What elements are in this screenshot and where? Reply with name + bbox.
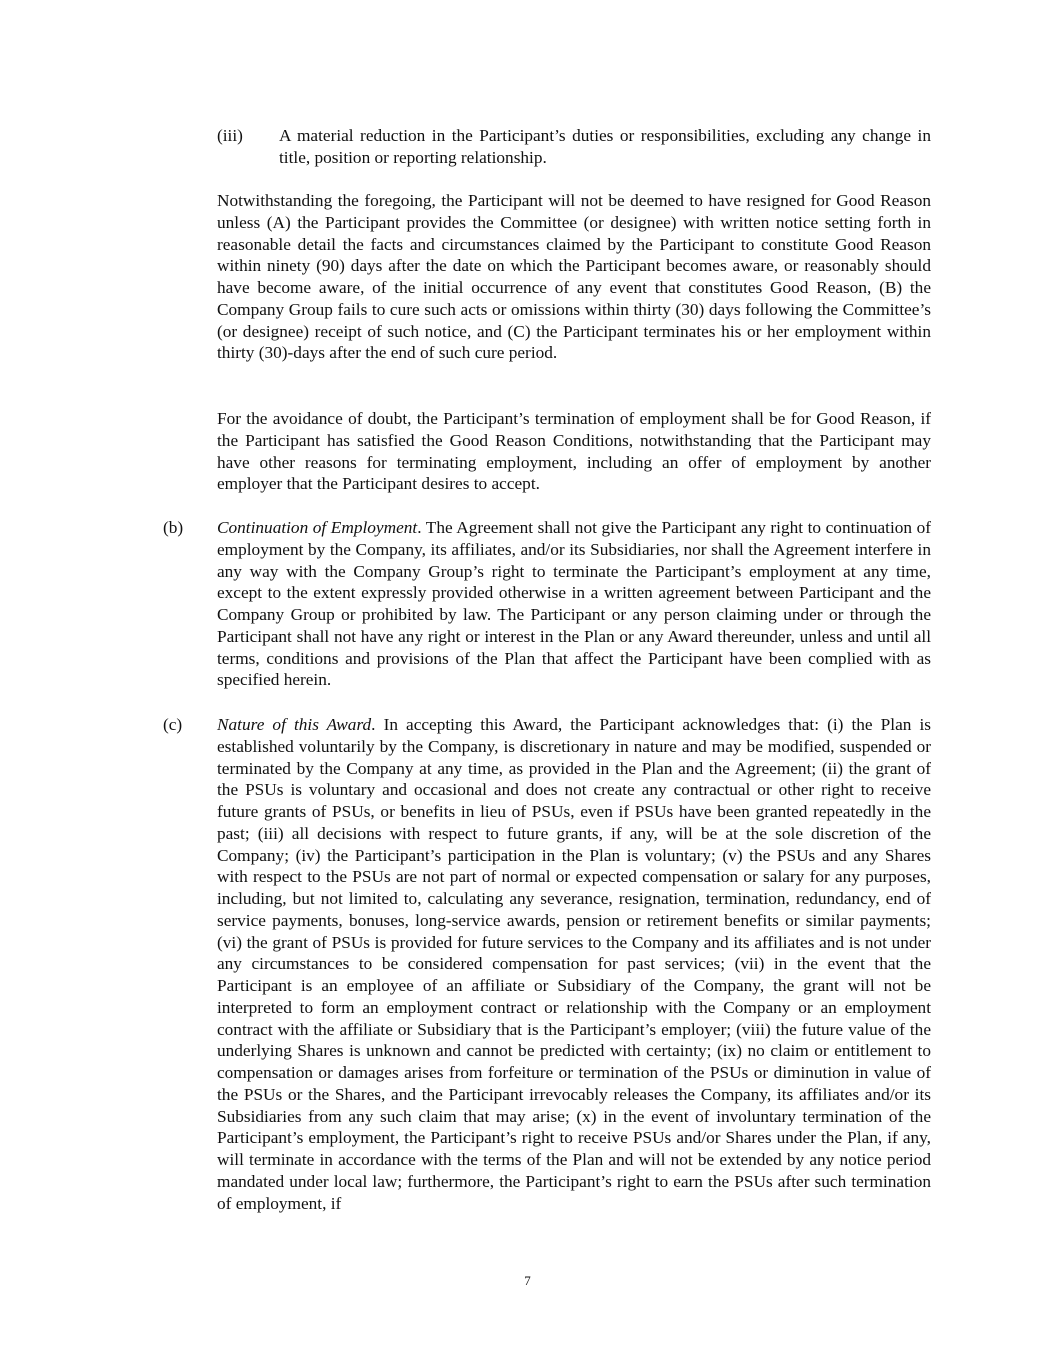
section-heading: Nature of this Award: [217, 715, 372, 734]
page-number: 7: [524, 1273, 531, 1288]
paragraph-notwithstanding: Notwithstanding the foregoing, the Participant will not be deemed to have resigned for Good Reason unless (A) the Participant provides the Committee (or designee) with written notice setting forth in reasonable detail the facts and circumstances claimed by the Participant to constitute Good Reason within ninety (90) days after the date on which the Participant becomes aware, or reasonably should have become aware, of the initial occurrence of any event that constitutes Good Reason, (B) the Company Group fails to cure such acts or omissions within thirty (30) days following the Committee’s (or designee) receipt of such notice, and (C) the Participant terminates his or her employment within thirty (30)-days after the end of such cure period.: [217, 191, 931, 363]
section-heading: Continuation of Employment: [217, 518, 418, 537]
section-text: . The Agreement shall not give the Participant any right to continuation of employment by the Company, its affiliates, and/or its Subsidiaries, nor shall the Agreement interfere in any way with the Company Group’s right to terminate the Participant’s employment at any time, except to the extent expressly provided otherwise in a written agreement between Participant and the Company Group or prohibited by law. The Participant or any person claiming under or through the Participant shall not have any right or interest in the Plan or any Award thereunder, unless and until all terms, conditions and provisions of the Plan that affect the Participant have been complied with as specified herein.: [217, 518, 931, 690]
section-text: . In accepting this Award, the Participant acknowledges that: (i) the Plan is established voluntarily by the Company, is discretionary in nature and may be modified, suspended or terminated by the Company at any time, as provided in the Plan and the Agreement; (ii) the grant of the PSUs is voluntary and occasional and does not create any contractual or other right to receive future grants of PSUs, or benefits in lieu of PSUs, even if PSUs have been granted repeatedly in the past; (iii) all decisions with respect to future grants, if any, will be at the sole discretion of the Company; (iv) the Participant’s participation in the Plan is voluntary; (v) the PSUs and any Shares with respect to the PSUs are not part of normal or expected compensation or salary for any purposes, including, but not limited to, calculating any severance, resignation, termination, redundancy, end of service payments, bonuses, long-service awards, pension or retirement benefits or similar payments; (vi) the grant of PSUs is provided for future services to the Company and its affiliates and is not under any circumstances to be considered compensation for past services; (vii) in the event that the Participant is an employee of an affiliate or Subsidiary of the Company, the grant will not be interpreted to form an employment contract or relationship with the Company or an employment contract with the affiliate or Subsidiary that is the Participant’s employer; (viii) the future value of the underlying Shares is unknown and cannot be predicted with certainty; (ix) no claim or entitlement to compensation or damages arises from forfeiture or termination of the PSUs or diminution in value of the PSUs or the Shares, and the Participant irrevocably releases the Company, its affiliates and/or its Subsidiaries from any such claim that may arise; (x) in the event of involuntary termination of the Participant’s employment, the Participant’s right to receive PSUs and/or Shares under the Plan, if any, will terminate in accordance with the terms of the Plan and will not be extended by any notice period mandated under local law; furthermore, the Participant’s right to earn the PSUs after such termination of employment, if: [217, 715, 931, 1213]
list-item-number: (iii): [217, 126, 243, 145]
section-body: [217, 517, 931, 691]
list-item-text: A material reduction in the Participant’s duties or responsibilities, excluding any change in title, position or reporting relationship.: [279, 126, 931, 167]
paragraph-avoidance-of-doubt: For the avoidance of doubt, the Participant’s termination of employment shall be for Good Reason, if the Participant has satisfied the Good Reason Conditions, notwithstanding that the Participant may have other reasons for terminating employment, including an offer of employment by another employer that the Participant desires to accept.: [217, 409, 931, 494]
section-number: (b): [163, 518, 184, 537]
section-body: [217, 714, 931, 1214]
section-number: (c): [163, 715, 183, 734]
